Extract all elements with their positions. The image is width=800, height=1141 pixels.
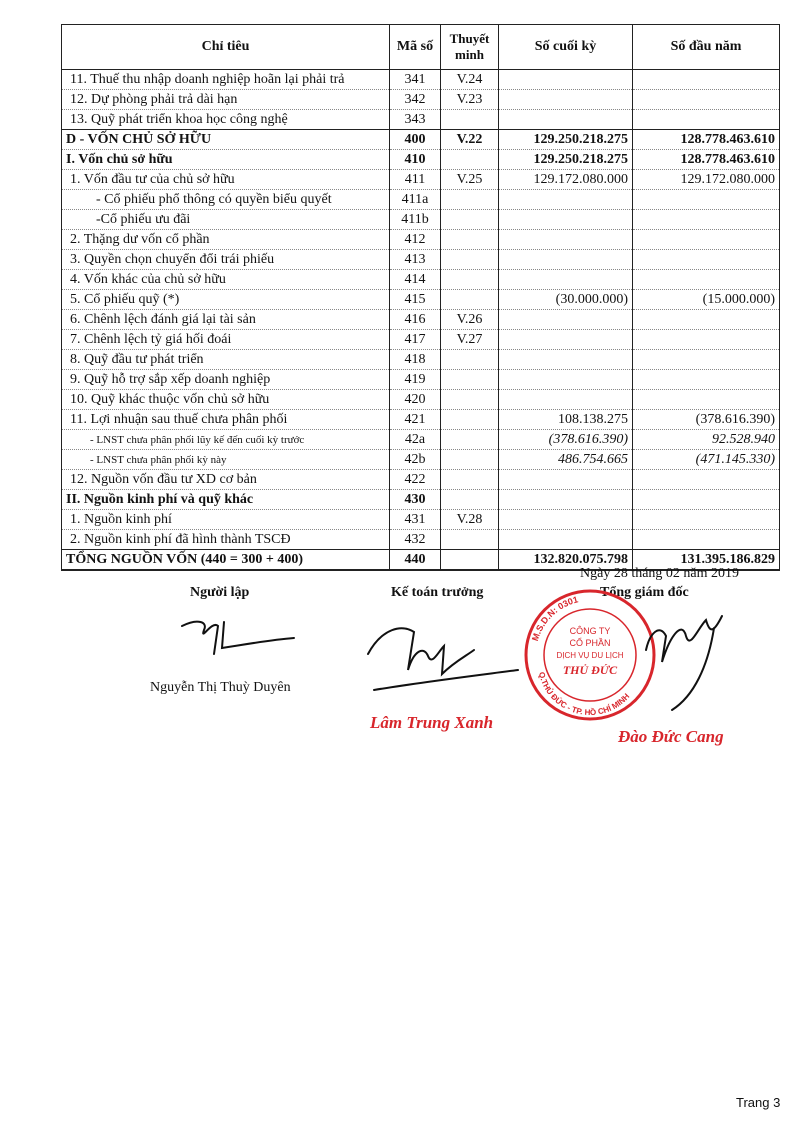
row-begin	[633, 390, 780, 410]
row-end	[499, 370, 633, 390]
director-name: Đào Đức Cang	[618, 727, 724, 746]
header-note: Thuyết minh	[441, 25, 499, 70]
row-note: V.22	[441, 130, 499, 150]
row-item: -Cổ phiếu ưu đãi	[62, 210, 390, 230]
row-code: 341	[390, 70, 441, 90]
row-note	[441, 550, 499, 571]
row-code: 421	[390, 410, 441, 430]
seal-line-1: CÔNG TY	[569, 626, 611, 636]
row-note	[441, 490, 499, 510]
row-begin: 128.778.463.610	[633, 150, 780, 170]
row-begin: (378.616.390)	[633, 410, 780, 430]
row-note	[441, 230, 499, 250]
row-item: 5. Cổ phiếu quỹ (*)	[62, 290, 390, 310]
row-end	[499, 210, 633, 230]
row-begin	[633, 230, 780, 250]
table-row	[62, 150, 780, 170]
table-row	[62, 490, 780, 510]
row-begin	[633, 110, 780, 130]
row-begin	[633, 330, 780, 350]
row-note: V.27	[441, 330, 499, 350]
row-begin	[633, 190, 780, 210]
row-item: 11. Thuế thu nhập doanh nghiệp hoãn lại phải trả	[62, 70, 390, 90]
row-code: 413	[390, 250, 441, 270]
table-row	[62, 250, 780, 270]
table-row	[62, 390, 780, 410]
signature-date: Ngày 28 tháng 02 năm 2019	[580, 566, 740, 581]
accountant-signature	[362, 610, 522, 700]
row-end: 132.820.075.798	[499, 550, 633, 571]
header-begin-year: Số đầu năm	[633, 25, 780, 70]
row-end: (378.616.390)	[499, 430, 633, 450]
row-item: 7. Chênh lệch tỷ giá hối đoái	[62, 330, 390, 350]
table-row	[62, 130, 780, 150]
table-row	[62, 450, 780, 470]
table-row	[62, 510, 780, 530]
row-begin	[633, 510, 780, 530]
row-item: 6. Chênh lệch đánh giá lại tài sản	[62, 310, 390, 330]
row-code: 343	[390, 110, 441, 130]
row-end: (30.000.000)	[499, 290, 633, 310]
row-begin: 131.395.186.829	[633, 550, 780, 571]
row-begin	[633, 370, 780, 390]
table-row	[62, 290, 780, 310]
row-end	[499, 390, 633, 410]
row-item: II. Nguồn kinh phí và quỹ khác	[62, 490, 390, 510]
seal-line-2: CỔ PHẦN	[569, 638, 611, 648]
row-end: 129.250.218.275	[499, 150, 633, 170]
row-item: - LNST chưa phân phối kỳ này	[62, 450, 390, 470]
row-end	[499, 470, 633, 490]
row-begin	[633, 310, 780, 330]
row-code: 417	[390, 330, 441, 350]
preparer-role: Người lập	[190, 585, 250, 600]
row-code: 415	[390, 290, 441, 310]
row-end	[499, 490, 633, 510]
row-note	[441, 250, 499, 270]
row-code: 342	[390, 90, 441, 110]
table-row	[62, 430, 780, 450]
row-code: 432	[390, 530, 441, 550]
row-end	[499, 250, 633, 270]
table-row	[62, 110, 780, 130]
table-row	[62, 410, 780, 430]
row-item: I. Vốn chủ sở hữu	[62, 150, 390, 170]
director-role: Tổng giám đốc	[600, 585, 689, 600]
row-item: - Cổ phiếu phổ thông có quyền biểu quyết	[62, 190, 390, 210]
table-row	[62, 70, 780, 90]
row-item: D - VỐN CHỦ SỞ HỮU	[62, 130, 390, 150]
row-note: V.28	[441, 510, 499, 530]
accountant-role: Kế toán trưởng	[391, 585, 484, 600]
header-end-period: Số cuối kỳ	[499, 25, 633, 70]
row-begin	[633, 250, 780, 270]
row-note	[441, 350, 499, 370]
row-end	[499, 510, 633, 530]
row-code: 414	[390, 270, 441, 290]
row-end	[499, 230, 633, 250]
row-note	[441, 470, 499, 490]
row-item: TỔNG NGUỒN VỐN (440 = 300 + 400)	[62, 550, 390, 571]
row-item: 10. Quỹ khác thuộc vốn chủ sở hữu	[62, 390, 390, 410]
row-code: 430	[390, 490, 441, 510]
row-code: 411a	[390, 190, 441, 210]
row-code: 411	[390, 170, 441, 190]
preparer-signature	[178, 612, 298, 660]
table-row	[62, 190, 780, 210]
row-item: 2. Nguồn kinh phí đã hình thành TSCĐ	[62, 530, 390, 550]
row-begin	[633, 270, 780, 290]
row-item: - LNST chưa phân phối lũy kế đến cuối kỳ trước	[62, 430, 390, 450]
row-note	[441, 390, 499, 410]
row-begin	[633, 350, 780, 370]
row-code: 412	[390, 230, 441, 250]
row-code: 42b	[390, 450, 441, 470]
row-note	[441, 150, 499, 170]
row-end	[499, 530, 633, 550]
table-row	[62, 310, 780, 330]
row-item: 1. Vốn đầu tư của chủ sở hữu	[62, 170, 390, 190]
table-row	[62, 210, 780, 230]
row-begin	[633, 70, 780, 90]
row-item: 1. Nguồn kinh phí	[62, 510, 390, 530]
row-begin: 128.778.463.610	[633, 130, 780, 150]
row-code: 400	[390, 130, 441, 150]
table-row	[62, 530, 780, 550]
row-end: 129.172.080.000	[499, 170, 633, 190]
row-note	[441, 210, 499, 230]
director-signature	[636, 606, 736, 716]
table-header-row	[62, 25, 780, 70]
row-end	[499, 110, 633, 130]
row-begin: 92.528.940	[633, 430, 780, 450]
row-begin: 129.172.080.000	[633, 170, 780, 190]
row-end: 129.250.218.275	[499, 130, 633, 150]
row-note	[441, 190, 499, 210]
row-begin	[633, 90, 780, 110]
row-begin	[633, 490, 780, 510]
row-code: 422	[390, 470, 441, 490]
balance-sheet-table	[61, 24, 780, 571]
page-number: Trang 3	[736, 1095, 781, 1110]
row-code: 420	[390, 390, 441, 410]
svg-text:Q.THỦ ĐỨC - TP. HỒ CHÍ MINH	[537, 671, 632, 717]
row-note: V.26	[441, 310, 499, 330]
row-code: 410	[390, 150, 441, 170]
seal-bottom-text: Q.THỦ ĐỨC - TP. HỒ CHÍ MINH	[536, 670, 632, 718]
table-row	[62, 230, 780, 250]
row-begin	[633, 210, 780, 230]
row-end	[499, 310, 633, 330]
seal-line-3: DỊCH VỤ DU LỊCH	[556, 651, 624, 660]
row-note	[441, 530, 499, 550]
row-note	[441, 450, 499, 470]
row-item: 3. Quyền chọn chuyển đổi trái phiếu	[62, 250, 390, 270]
row-code: 411b	[390, 210, 441, 230]
row-end	[499, 330, 633, 350]
row-item: 4. Vốn khác của chủ sở hữu	[62, 270, 390, 290]
seal-line-4: THỦ ĐỨC	[562, 663, 618, 677]
row-note	[441, 270, 499, 290]
header-item: Chỉ tiêu	[62, 25, 390, 70]
row-end	[499, 270, 633, 290]
preparer-name: Nguyễn Thị Thuỳ Duyên	[150, 680, 291, 695]
row-code: 431	[390, 510, 441, 530]
table-row	[62, 170, 780, 190]
row-code: 440	[390, 550, 441, 571]
header-code: Mã số	[390, 25, 441, 70]
row-note	[441, 370, 499, 390]
row-end	[499, 70, 633, 90]
table-row	[62, 370, 780, 390]
table-row	[62, 270, 780, 290]
row-item: 2. Thặng dư vốn cổ phần	[62, 230, 390, 250]
row-begin	[633, 530, 780, 550]
row-item: 11. Lợi nhuận sau thuế chưa phân phối	[62, 410, 390, 430]
row-item: 12. Nguồn vốn đầu tư XD cơ bản	[62, 470, 390, 490]
table-row	[62, 470, 780, 490]
row-begin: (15.000.000)	[633, 290, 780, 310]
row-code: 416	[390, 310, 441, 330]
row-end: 108.138.275	[499, 410, 633, 430]
row-note	[441, 430, 499, 450]
row-item: 12. Dự phòng phải trả dài hạn	[62, 90, 390, 110]
row-end: 486.754.665	[499, 450, 633, 470]
row-begin	[633, 470, 780, 490]
table-row	[62, 350, 780, 370]
row-code: 418	[390, 350, 441, 370]
table-row	[62, 90, 780, 110]
accountant-name: Lâm Trung Xanh	[370, 713, 494, 732]
row-end	[499, 350, 633, 370]
row-note: V.25	[441, 170, 499, 190]
row-note	[441, 110, 499, 130]
row-end	[499, 190, 633, 210]
row-item: 8. Quỹ đầu tư phát triển	[62, 350, 390, 370]
row-note: V.23	[441, 90, 499, 110]
row-end	[499, 90, 633, 110]
row-code: 419	[390, 370, 441, 390]
row-item: 13. Quỹ phát triển khoa học công nghệ	[62, 110, 390, 130]
row-code: 42a	[390, 430, 441, 450]
seal-top-text: M.S.D.N: 0301	[529, 594, 580, 643]
table-row	[62, 330, 780, 350]
row-note	[441, 410, 499, 430]
row-note	[441, 290, 499, 310]
row-item: 9. Quỹ hỗ trợ sắp xếp doanh nghiệp	[62, 370, 390, 390]
row-begin: (471.145.330)	[633, 450, 780, 470]
row-note: V.24	[441, 70, 499, 90]
